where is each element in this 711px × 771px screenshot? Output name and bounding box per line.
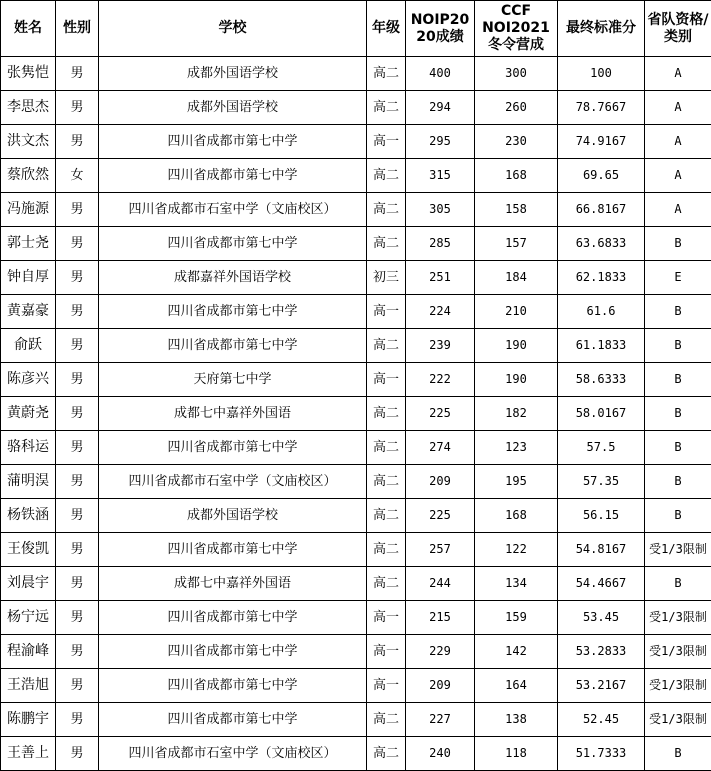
cell-ccf: 164 [475, 669, 558, 703]
cell-school: 成都外国语学校 [99, 499, 367, 533]
table-row [1, 193, 711, 227]
cell-qual: A [645, 125, 711, 159]
cell-final: 53.45 [558, 601, 645, 635]
cell-final: 100 [558, 57, 645, 91]
cell-qual: B [645, 363, 711, 397]
cell-noip: 229 [406, 635, 475, 669]
cell-grade: 高二 [367, 227, 406, 261]
cell-name: 俞跃 [1, 329, 56, 363]
cell-name: 郭士尧 [1, 227, 56, 261]
cell-noip: 227 [406, 703, 475, 737]
cell-grade: 高二 [367, 91, 406, 125]
table-row [1, 159, 711, 193]
cell-ccf: 122 [475, 533, 558, 567]
cell-school: 天府第七中学 [99, 363, 367, 397]
header-gender: 性别 [56, 1, 99, 57]
cell-school: 四川省成都市第七中学 [99, 635, 367, 669]
table-row [1, 703, 711, 737]
cell-qual: 受1/3限制 [645, 669, 711, 703]
cell-grade: 高一 [367, 363, 406, 397]
cell-final: 53.2167 [558, 669, 645, 703]
cell-ccf: 159 [475, 601, 558, 635]
cell-ccf: 190 [475, 329, 558, 363]
cell-noip: 209 [406, 465, 475, 499]
cell-school: 四川省成都市石室中学（文庙校区） [99, 465, 367, 499]
table-row [1, 261, 711, 295]
cell-name: 杨宁远 [1, 601, 56, 635]
cell-gender: 女 [56, 159, 99, 193]
cell-final: 58.0167 [558, 397, 645, 431]
cell-qual: E [645, 261, 711, 295]
cell-grade: 高一 [367, 635, 406, 669]
cell-ccf: 230 [475, 125, 558, 159]
cell-school: 四川省成都市第七中学 [99, 125, 367, 159]
cell-final: 66.8167 [558, 193, 645, 227]
cell-gender: 男 [56, 363, 99, 397]
cell-final: 61.1833 [558, 329, 645, 363]
cell-noip: 257 [406, 533, 475, 567]
cell-final: 54.8167 [558, 533, 645, 567]
cell-gender: 男 [56, 193, 99, 227]
cell-grade: 高一 [367, 125, 406, 159]
table-row [1, 57, 711, 91]
cell-name: 黄蔚尧 [1, 397, 56, 431]
header-qual: 省队资格/类别 [645, 1, 711, 57]
cell-gender: 男 [56, 329, 99, 363]
cell-qual: 受1/3限制 [645, 635, 711, 669]
cell-final: 56.15 [558, 499, 645, 533]
cell-ccf: 260 [475, 91, 558, 125]
cell-final: 57.35 [558, 465, 645, 499]
cell-school: 成都外国语学校 [99, 91, 367, 125]
cell-school: 四川省成都市第七中学 [99, 227, 367, 261]
cell-ccf: 118 [475, 737, 558, 771]
cell-ccf: 157 [475, 227, 558, 261]
cell-gender: 男 [56, 125, 99, 159]
cell-noip: 215 [406, 601, 475, 635]
cell-grade: 高二 [367, 465, 406, 499]
cell-ccf: 134 [475, 567, 558, 601]
cell-grade: 高二 [367, 567, 406, 601]
cell-ccf: 168 [475, 499, 558, 533]
cell-qual: B [645, 227, 711, 261]
cell-qual: B [645, 431, 711, 465]
table-row [1, 295, 711, 329]
cell-ccf: 210 [475, 295, 558, 329]
table-row [1, 227, 711, 261]
cell-qual: B [645, 465, 711, 499]
cell-name: 黄嘉豪 [1, 295, 56, 329]
cell-school: 四川省成都市石室中学（文庙校区） [99, 193, 367, 227]
cell-gender: 男 [56, 91, 99, 125]
cell-name: 王俊凯 [1, 533, 56, 567]
cell-qual: B [645, 499, 711, 533]
cell-gender: 男 [56, 635, 99, 669]
cell-school: 成都外国语学校 [99, 57, 367, 91]
cell-gender: 男 [56, 737, 99, 771]
cell-school: 四川省成都市第七中学 [99, 533, 367, 567]
cell-final: 57.5 [558, 431, 645, 465]
cell-grade: 高一 [367, 601, 406, 635]
cell-name: 刘晨宇 [1, 567, 56, 601]
cell-qual: 受1/3限制 [645, 533, 711, 567]
cell-gender: 男 [56, 499, 99, 533]
cell-grade: 高二 [367, 57, 406, 91]
cell-name: 杨铁涵 [1, 499, 56, 533]
cell-name: 冯施源 [1, 193, 56, 227]
cell-grade: 高二 [367, 533, 406, 567]
cell-name: 蒲明淏 [1, 465, 56, 499]
cell-name: 王浩旭 [1, 669, 56, 703]
cell-grade: 高二 [367, 397, 406, 431]
cell-school: 四川省成都市第七中学 [99, 431, 367, 465]
cell-final: 62.1833 [558, 261, 645, 295]
cell-gender: 男 [56, 465, 99, 499]
cell-noip: 305 [406, 193, 475, 227]
cell-noip: 239 [406, 329, 475, 363]
table-row [1, 499, 711, 533]
cell-noip: 222 [406, 363, 475, 397]
cell-school: 成都嘉祥外国语学校 [99, 261, 367, 295]
table-row [1, 363, 711, 397]
cell-grade: 初三 [367, 261, 406, 295]
cell-school: 成都七中嘉祥外国语 [99, 567, 367, 601]
cell-final: 78.7667 [558, 91, 645, 125]
cell-gender: 男 [56, 57, 99, 91]
cell-school: 成都七中嘉祥外国语 [99, 397, 367, 431]
cell-ccf: 168 [475, 159, 558, 193]
cell-grade: 高二 [367, 431, 406, 465]
cell-gender: 男 [56, 533, 99, 567]
cell-noip: 251 [406, 261, 475, 295]
cell-grade: 高二 [367, 703, 406, 737]
cell-qual: B [645, 329, 711, 363]
cell-qual: B [645, 737, 711, 771]
cell-ccf: 195 [475, 465, 558, 499]
cell-gender: 男 [56, 431, 99, 465]
cell-noip: 274 [406, 431, 475, 465]
cell-school: 四川省成都市第七中学 [99, 329, 367, 363]
cell-name: 钟自厚 [1, 261, 56, 295]
cell-gender: 男 [56, 227, 99, 261]
cell-noip: 400 [406, 57, 475, 91]
cell-school: 四川省成都市第七中学 [99, 703, 367, 737]
cell-noip: 244 [406, 567, 475, 601]
cell-school: 四川省成都市第七中学 [99, 601, 367, 635]
cell-school: 四川省成都市第七中学 [99, 159, 367, 193]
cell-name: 骆科运 [1, 431, 56, 465]
cell-final: 51.7333 [558, 737, 645, 771]
cell-noip: 315 [406, 159, 475, 193]
cell-noip: 225 [406, 499, 475, 533]
cell-grade: 高二 [367, 193, 406, 227]
cell-ccf: 123 [475, 431, 558, 465]
cell-grade: 高一 [367, 295, 406, 329]
cell-name: 张隽恺 [1, 57, 56, 91]
cell-ccf: 300 [475, 57, 558, 91]
cell-final: 61.6 [558, 295, 645, 329]
cell-noip: 295 [406, 125, 475, 159]
cell-gender: 男 [56, 669, 99, 703]
cell-ccf: 182 [475, 397, 558, 431]
cell-qual: A [645, 91, 711, 125]
cell-grade: 高二 [367, 499, 406, 533]
cell-ccf: 138 [475, 703, 558, 737]
cell-noip: 240 [406, 737, 475, 771]
table-row [1, 669, 711, 703]
cell-final: 54.4667 [558, 567, 645, 601]
header-noip: NOIP2020成绩 [406, 1, 475, 57]
table-row [1, 431, 711, 465]
cell-ccf: 158 [475, 193, 558, 227]
cell-ccf: 190 [475, 363, 558, 397]
cell-final: 52.45 [558, 703, 645, 737]
cell-final: 58.6333 [558, 363, 645, 397]
cell-school: 四川省成都市第七中学 [99, 669, 367, 703]
header-row [1, 1, 711, 57]
cell-final: 63.6833 [558, 227, 645, 261]
table-row [1, 125, 711, 159]
cell-name: 程渝峰 [1, 635, 56, 669]
header-final: 最终标准分 [558, 1, 645, 57]
cell-name: 洪文杰 [1, 125, 56, 159]
cell-final: 69.65 [558, 159, 645, 193]
cell-school: 四川省成都市第七中学 [99, 295, 367, 329]
cell-name: 陈鹏宇 [1, 703, 56, 737]
table-row [1, 91, 711, 125]
cell-noip: 294 [406, 91, 475, 125]
header-name: 姓名 [1, 1, 56, 57]
cell-qual: B [645, 397, 711, 431]
cell-qual: A [645, 193, 711, 227]
cell-gender: 男 [56, 567, 99, 601]
header-grade: 年级 [367, 1, 406, 57]
cell-qual: A [645, 159, 711, 193]
cell-final: 53.2833 [558, 635, 645, 669]
cell-grade: 高一 [367, 669, 406, 703]
cell-final: 74.9167 [558, 125, 645, 159]
cell-qual: A [645, 57, 711, 91]
table-row [1, 567, 711, 601]
cell-noip: 209 [406, 669, 475, 703]
cell-ccf: 142 [475, 635, 558, 669]
cell-name: 陈彦兴 [1, 363, 56, 397]
cell-school: 四川省成都市石室中学（文庙校区） [99, 737, 367, 771]
cell-noip: 285 [406, 227, 475, 261]
cell-name: 李思杰 [1, 91, 56, 125]
table-row [1, 601, 711, 635]
header-school: 学校 [99, 1, 367, 57]
cell-name: 王善上 [1, 737, 56, 771]
cell-gender: 男 [56, 703, 99, 737]
cell-grade: 高二 [367, 737, 406, 771]
cell-grade: 高二 [367, 329, 406, 363]
header-ccf: CCF NOI2021 冬令营成 [475, 1, 558, 57]
cell-gender: 男 [56, 295, 99, 329]
cell-noip: 224 [406, 295, 475, 329]
table-row [1, 329, 711, 363]
cell-qual: B [645, 567, 711, 601]
cell-grade: 高二 [367, 159, 406, 193]
cell-name: 蔡欣然 [1, 159, 56, 193]
table-row [1, 737, 711, 771]
table-row [1, 533, 711, 567]
cell-gender: 男 [56, 397, 99, 431]
cell-ccf: 184 [475, 261, 558, 295]
cell-gender: 男 [56, 261, 99, 295]
table-row [1, 397, 711, 431]
cell-gender: 男 [56, 601, 99, 635]
table-row [1, 635, 711, 669]
cell-noip: 225 [406, 397, 475, 431]
cell-qual: 受1/3限制 [645, 703, 711, 737]
cell-qual: B [645, 295, 711, 329]
table-row [1, 465, 711, 499]
cell-qual: 受1/3限制 [645, 601, 711, 635]
